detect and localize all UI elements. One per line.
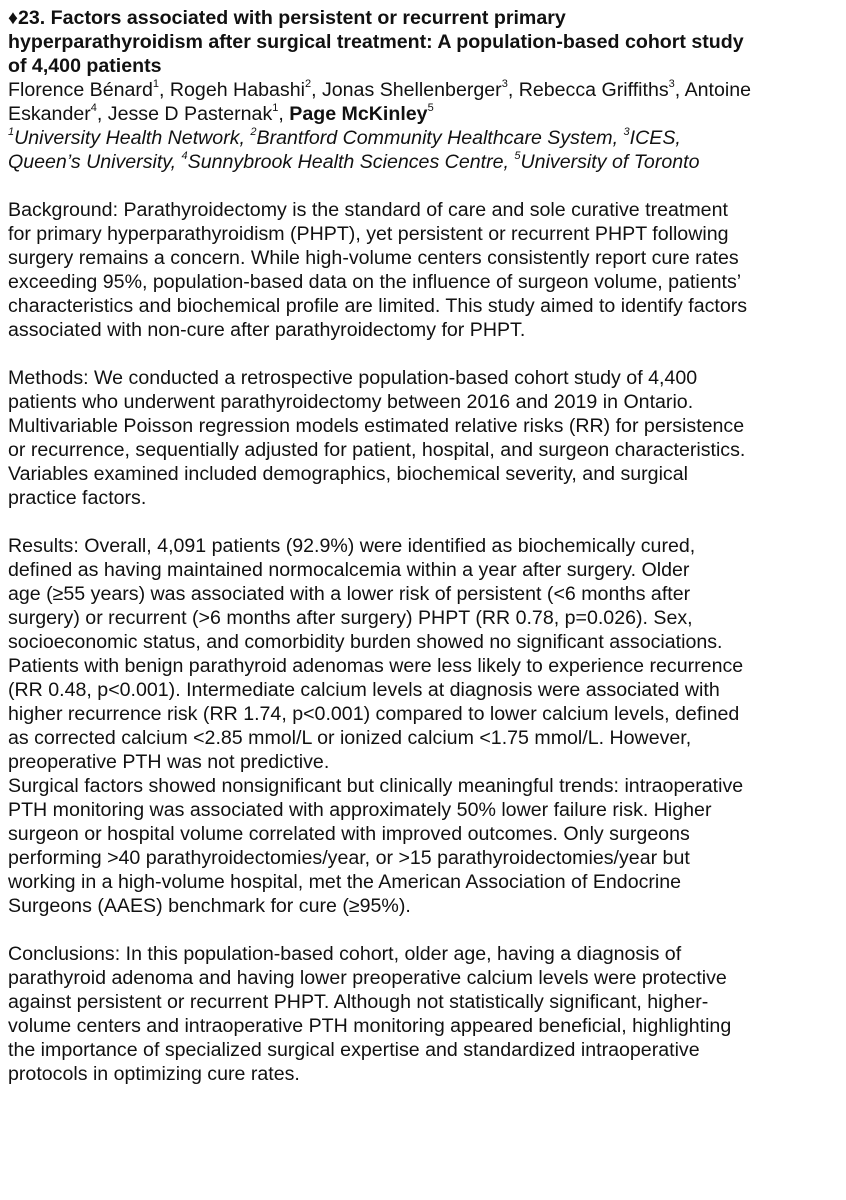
title-line: ♦23. Factors associated with persistent or recurrent primary	[8, 7, 566, 29]
conclusions-line: Conclusions: In this population-based cohort, older age, having a diagnosis of	[8, 943, 682, 965]
background-section	[8, 198, 834, 342]
conclusions-line: against persistent or recurrent PHPT. Although not statistically significant, higher-	[8, 991, 709, 1013]
results-line: as corrected calcium <2.85 mmol/L or ionized calcium <1.75 mmol/L. However,	[8, 727, 692, 749]
conclusions-line: the importance of specialized surgical expertise and standardized intraoperative	[8, 1039, 700, 1061]
title-line: hyperparathyroidism after surgical treatment: A population-based cohort study	[8, 31, 744, 53]
methods-line: or recurrence, sequentially adjusted for patient, hospital, and surgeon characteristics.	[8, 439, 746, 461]
background-line: associated with non-cure after parathyroidectomy for PHPT.	[8, 319, 526, 341]
results-line: preoperative PTH was not predictive.	[8, 751, 330, 773]
results-line: socioeconomic status, and comorbidity burden showed no significant associations.	[8, 631, 723, 653]
results-line: Patients with benign parathyroid adenomas were less likely to experience recurrence	[8, 655, 744, 677]
abstract-title	[8, 6, 834, 78]
affiliation-line: $^1$University Health Network, $^2$Brantford Community Healthcare System, $^3$ICES,	[8, 126, 681, 149]
methods-line: Methods: We conducted a retrospective population-based cohort study of 4,400	[8, 367, 698, 389]
author: Eskander$^4$,	[8, 102, 108, 125]
author-line: Eskander$^4$, Jesse D Pasternak$^1$, Page McKinley$^5$	[8, 102, 434, 125]
author-line	[8, 78, 834, 102]
author-list	[8, 78, 834, 126]
background-line: characteristics and biochemical profile are limited. This study aimed to identify factors	[8, 295, 748, 317]
results-line: defined as having maintained normocalcemia within a year after surgery. Older	[8, 559, 690, 581]
results-line: surgeon or hospital volume correlated with improved outcomes. Only surgeons	[8, 823, 690, 845]
background-line: exceeding 95%, population-based data on the influence of surgeon volume, patients’	[8, 271, 742, 293]
methods-line: Multivariable Poisson regression models estimated relative risks (RR) for persistence	[8, 415, 745, 437]
author: Jonas Shellenberger$^3$,	[321, 78, 519, 101]
methods-line: practice factors.	[8, 487, 147, 509]
results-line: performing >40 parathyroidectomies/year, or >15 parathyroidectomies/year but	[8, 847, 690, 869]
author: Rebecca Griffiths$^3$,	[518, 78, 685, 101]
results-line: Surgeons (AAES) benchmark for cure (≥95%).	[8, 895, 411, 917]
methods-line: patients who underwent parathyroidectomy between 2016 and 2019 in Ontario.	[8, 391, 694, 413]
results-line: surgery) or recurrent (>6 months after surgery) PHPT (RR 0.78, p=0.026). Sex,	[8, 607, 693, 629]
results-line: age (≥55 years) was associated with a lower risk of persistent (<6 months after	[8, 583, 691, 605]
results-line: higher recurrence risk (RR 1.74, p<0.001) compared to lower calcium levels, defined	[8, 703, 740, 725]
results-line: PTH monitoring was associated with approximately 50% lower failure risk. Higher	[8, 799, 712, 821]
results-line: Results: Overall, 4,091 patients (92.9%) were identified as biochemically cured,	[8, 535, 696, 557]
methods-line: Variables examined included demographics, biochemical severity, and surgical	[8, 463, 688, 485]
author: Florence Bénard$^1$,	[8, 78, 170, 101]
presenting-author: Page McKinley	[289, 103, 428, 125]
methods-section	[8, 366, 834, 510]
conclusions-line: parathyroid adenoma and having lower preoperative calcium levels were protective	[8, 967, 727, 989]
author: Antoine	[684, 79, 752, 101]
results-section	[8, 534, 834, 918]
background-line: Background: Parathyroidectomy is the standard of care and sole curative treatment	[8, 199, 728, 221]
results-line: Surgical factors showed nonsignificant but clinically meaningful trends: intraoperative	[8, 775, 744, 797]
affiliation-line: Queen’s University, $^4$Sunnybrook Health Sciences Centre, $^5$University of Toronto	[8, 150, 700, 173]
results-line: (RR 0.48, p<0.001). Intermediate calcium levels at diagnosis were associated with	[8, 679, 720, 701]
title-line: of 4,400 patients	[8, 55, 162, 77]
conclusions-line: volume centers and intraoperative PTH monitoring appeared beneficial, highlighting	[8, 1015, 732, 1037]
author: Jesse D Pasternak$^1$,	[107, 102, 290, 125]
author: Rogeh Habashi$^2$,	[169, 78, 322, 101]
conclusions-section	[8, 942, 834, 1086]
background-line: for primary hyperparathyroidism (PHPT), yet persistent or recurrent PHPT following	[8, 223, 729, 245]
conclusions-line: protocols in optimizing cure rates.	[8, 1063, 300, 1085]
background-line: surgery remains a concern. While high-volume centers consistently report cure rates	[8, 247, 739, 269]
affiliation-list	[8, 126, 834, 174]
results-line: working in a high-volume hospital, met the American Association of Endocrine	[8, 871, 682, 893]
